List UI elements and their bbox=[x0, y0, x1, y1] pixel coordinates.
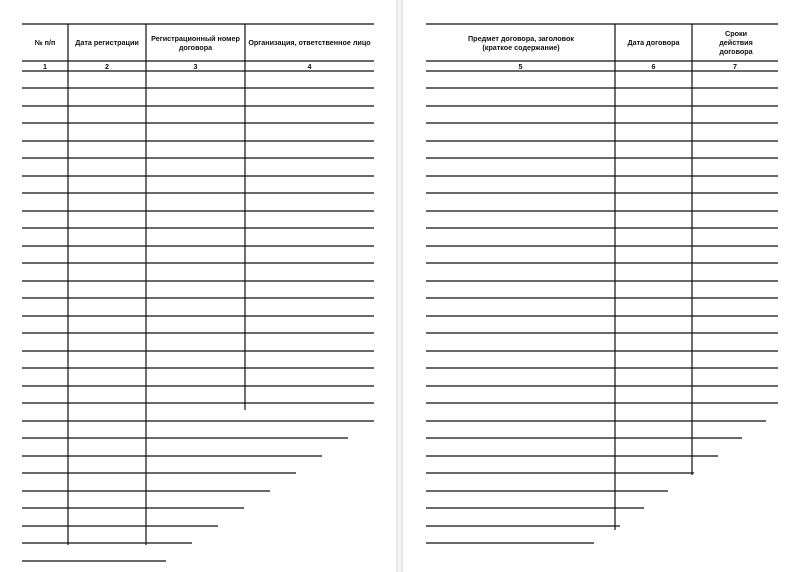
column-number-7: 7 bbox=[733, 62, 737, 71]
column-number-1: 1 bbox=[43, 62, 47, 71]
column-number-5: 5 bbox=[518, 62, 523, 71]
header-contract-subject: Предмет договора, заголовок (краткое содержание) bbox=[468, 33, 574, 52]
column-number-4: 4 bbox=[307, 62, 312, 71]
column-number-3: 3 bbox=[193, 62, 198, 71]
header-registration-number: Регистрационный номер договора bbox=[151, 33, 240, 52]
header-registration-date: Дата регистрации bbox=[75, 38, 139, 47]
column-number-6: 6 bbox=[651, 62, 656, 71]
header-contract-date: Дата договора bbox=[627, 38, 680, 47]
header-organization: Организация, ответственное лицо bbox=[248, 38, 371, 47]
header-contract-term: Сроки действия договора bbox=[719, 29, 753, 56]
header-row-number: № п/п bbox=[34, 38, 56, 47]
column-number-2: 2 bbox=[105, 62, 109, 71]
